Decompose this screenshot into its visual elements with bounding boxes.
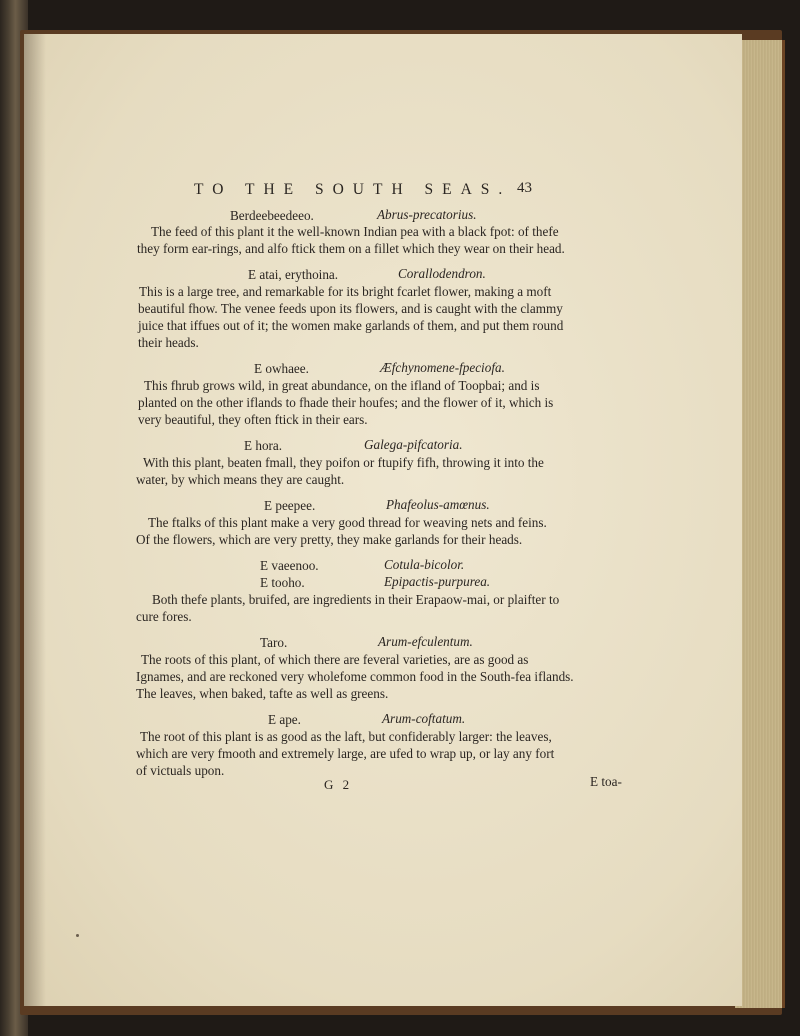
entry-native-name: E hora. — [244, 438, 283, 453]
paragraph-line: very beautiful, they often ftick in their ears. — [138, 412, 368, 427]
entry-native-name: E atai, erythoina. — [248, 267, 339, 282]
gutter-shadow — [24, 34, 46, 1006]
paragraph-line: The ftalks of this plant make a very good thread for weaving nets and feins. — [148, 515, 547, 530]
paragraph-line: This is a large tree, and remarkable for its bright fcarlet flower, making a moft — [139, 284, 552, 299]
paragraph-line: The root of this plant is as good as the laft, but confiderably larger: the leaves, — [140, 729, 552, 744]
paragraph-line: Ignames, and are reckoned very wholefome common food in the South-fea iflands. — [136, 669, 574, 684]
entry-botanical-name: Corallodendron. — [398, 266, 486, 281]
entry-native-name: E tooho. — [260, 575, 305, 590]
entry-botanical-name: Abrus-precatorius. — [377, 207, 477, 222]
entry-native-name: E vaeenoo. — [260, 558, 319, 573]
paragraph-line: cure fores. — [136, 609, 192, 624]
paragraph-line: Of the flowers, which are very pretty, they make garlands for their heads. — [136, 532, 523, 547]
paragraph-line: Both thefe plants, bruifed, are ingredients in their Erapaow-mai, or plaifter to — [152, 592, 560, 607]
entry-botanical-name: Phafeolus-amœnus. — [386, 497, 490, 512]
paragraph-line: The roots of this plant, of which there are feveral varieties, are as good as — [141, 652, 529, 667]
signature-mark: G 2 — [324, 777, 353, 792]
paragraph-line: planted on the other iflands to fhade their houfes; and the flower of it, which is — [138, 395, 554, 410]
entry-native-name: Taro. — [260, 635, 288, 650]
paragraph-line: With this plant, beaten fmall, they poifon or ftupify fifh, throwing it into the — [143, 455, 544, 470]
entry-native-name: Berdeebeedeeo. — [230, 208, 314, 223]
paragraph-line: their heads. — [138, 335, 199, 350]
running-head: TO THE SOUTH SEAS. — [194, 181, 512, 198]
paper-speck — [76, 934, 79, 937]
paragraph-line: The feed of this plant it the well-known Indian pea with a black fpot: of thefe — [151, 224, 559, 239]
page-number: 43 — [517, 180, 532, 196]
page-edges — [735, 40, 785, 1008]
paragraph-line: which are very fmooth and extremely large, are ufed to wrap up, or lay any fort — [136, 746, 555, 761]
entry-botanical-name: Æfchynomene-fpeciofa. — [380, 360, 505, 375]
paragraph-line: they form ear-rings, and alfo ftick them on a fillet which they wear on their head. — [137, 241, 565, 256]
entry-native-name: E peepee. — [264, 498, 316, 513]
catchword: E toa- — [590, 774, 622, 789]
entry-botanical-name: Galega-pifcatoria. — [364, 437, 463, 452]
entry-botanical-name: Epipactis-purpurea. — [384, 574, 491, 589]
entry-botanical-name: Arum-efculentum. — [378, 634, 473, 649]
paragraph-line: water, by which means they are caught. — [136, 472, 345, 487]
paragraph-line: of victuals upon. — [136, 763, 225, 778]
entry-botanical-name: Arum-coftatum. — [382, 711, 466, 726]
paragraph-line: juice that iffues out of it; the women make garlands of them, and put them round — [138, 318, 564, 333]
entry-native-name: E owhaee. — [254, 361, 309, 376]
book-page — [24, 34, 742, 1006]
entry-native-name: E ape. — [268, 712, 301, 727]
entry-botanical-name: Cotula-bicolor. — [384, 557, 465, 572]
paragraph-line: beautiful fhow. The venee feeds upon its flowers, and is caught with the clammy — [138, 301, 563, 316]
paragraph-line: This fhrub grows wild, in great abundance, on the ifland of Toopbai; and is — [144, 378, 540, 393]
paragraph-line: The leaves, when baked, tafte as well as greens. — [136, 686, 389, 701]
